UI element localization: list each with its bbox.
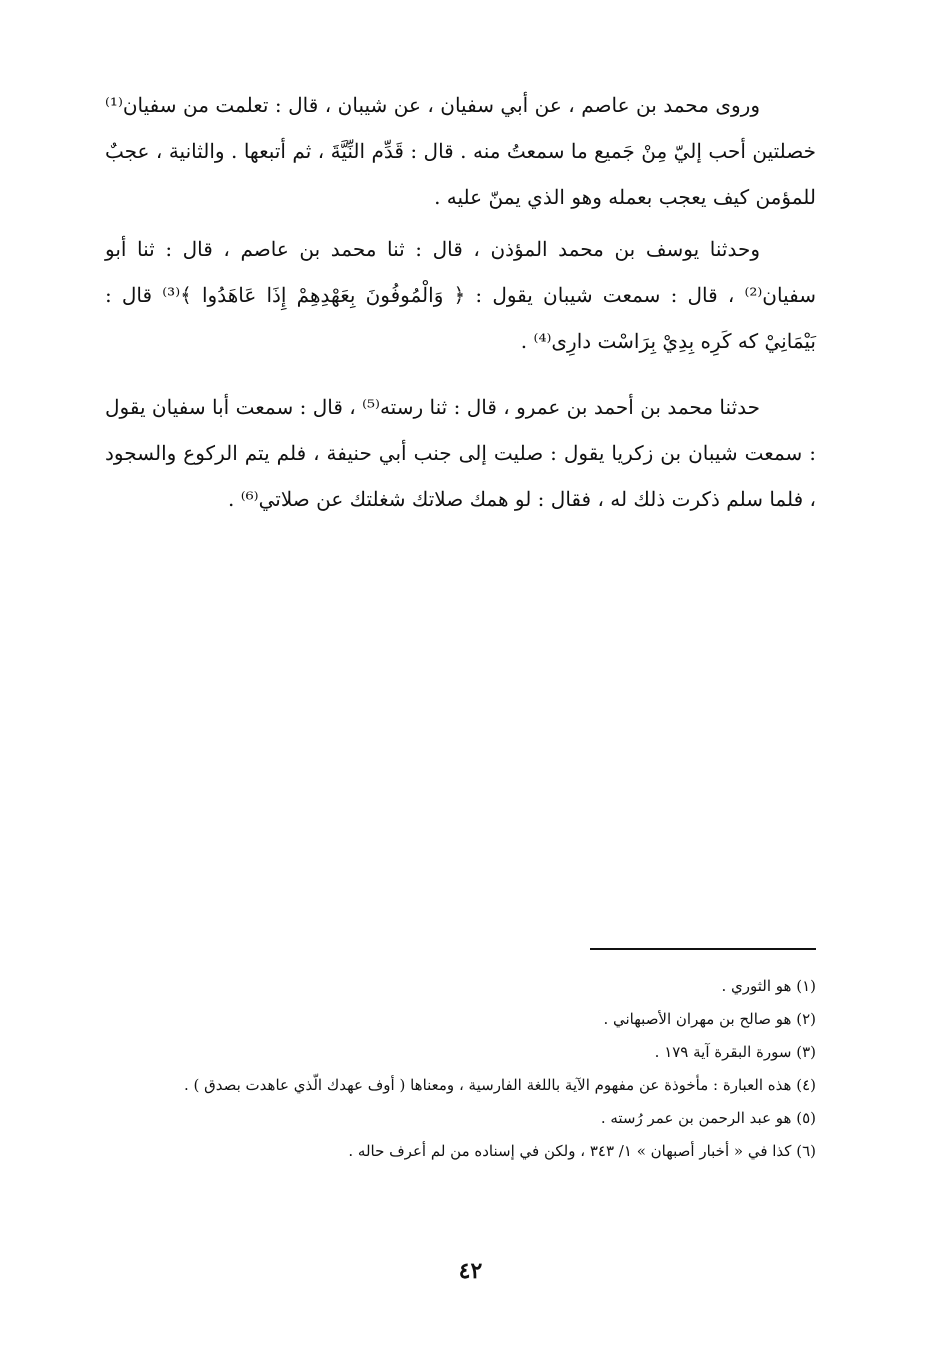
footnote-3: (٣) سورة البقرة آية ١٧٩ .: [654, 1043, 816, 1061]
body-paragraph-3: حدثنا محمد بن أحمد بن عمرو ، قال : ثنا رسته⁽⁵⁾ ، قال : سمعت أبا سفيان يقول : سمعت شيبان بن زكريا يقول : صليت إلى جنب أبي حنيفة ، فلم يتم الركوع والسجود ، فلما سلم ذكرت ذلك له ، فقال : لو همك صلاتك شغلتك عن صلاتي⁽⁶⁾ .: [105, 395, 816, 511]
body-paragraph-2: وحدثنا يوسف بن محمد المؤذن ، قال : ثنا محمد بن عاصم ، قال : ثنا أبو سفيان⁽²⁾ ، قال : سمعت شيبان يقول : ﴿ وَالْمُوفُونَ بِعَهْدِهِمْ إِذَا عَاهَدُوا ﴾⁽³⁾ قال : بَيْمَانِيْ كه كَرِه بِدِيْ بِرَاسْت دارِى⁽⁴⁾ .: [105, 237, 816, 353]
page-number: ٤٢: [458, 1258, 483, 1284]
footnotes-list: [105, 970, 816, 1168]
footnote-2: (٢) هو صالح بن مهران الأصبهاني .: [603, 1010, 816, 1028]
footnote-1: (١) هو الثوري .: [721, 977, 816, 995]
footnote-5: (٥) هو عبد الرحمن بن عمر رُسته .: [600, 1109, 816, 1127]
body-paragraph-1: وروى محمد بن عاصم ، عن أبي سفيان ، عن شيبان ، قال : تعلمت من سفيان⁽¹⁾ خصلتين أحب إليّ مِنْ جَميع ما سمعتُ منه . قال : قَدِّم النِّيَّةَ ، ثم أتبعها . والثانية ، عجبٌ للمؤمن كيف يعجب بعمله وهو الذي يمنّ عليه .: [105, 93, 816, 209]
footnote-divider: [590, 948, 816, 950]
footnote-4: (٤) هذه العبارة : مأخوذة عن مفهوم الآية باللغة الفارسية ، ومعناها ( أوف عهدك الّذي عاهدت بصدق ) .: [183, 1076, 816, 1094]
footnote-6: (٦) كذا في « أخبار أصبهان » ١/ ٣٤٣ ، ولكن في إسناده من لم أعرف حاله .: [348, 1142, 816, 1160]
